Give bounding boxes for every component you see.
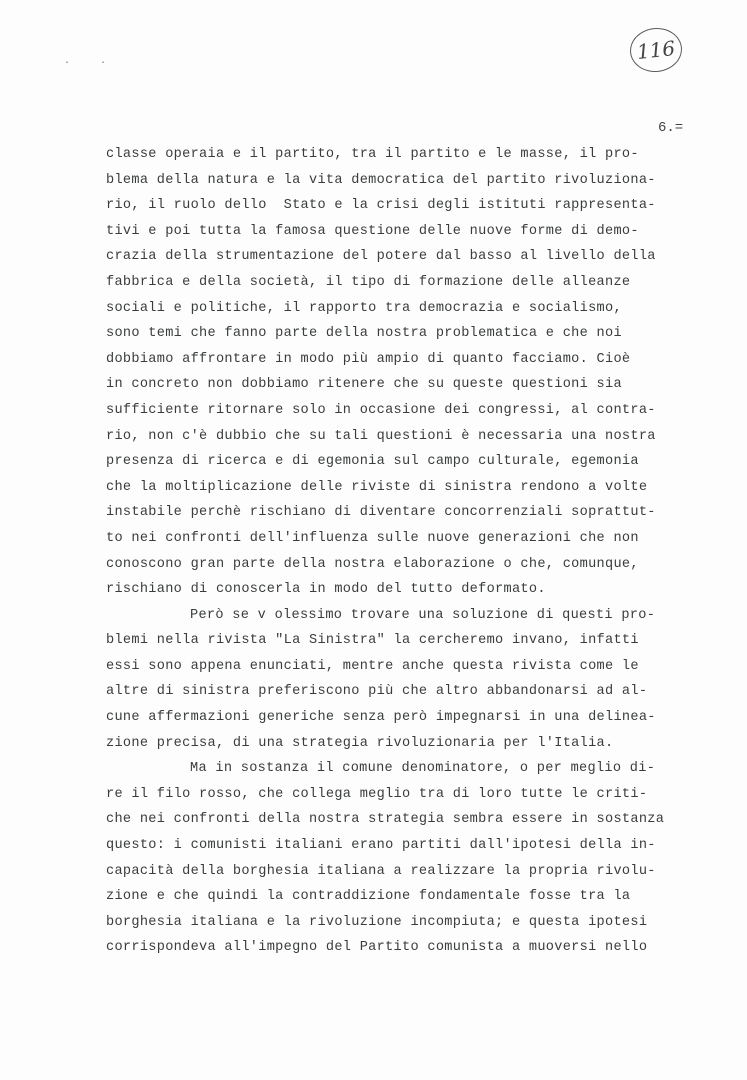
text-line: cune affermazioni generiche senza però impegnarsi in una delinea-	[106, 710, 656, 726]
text-line: corrispondeva all'impegno del Partito comunista a muoversi nello	[106, 940, 648, 956]
paragraph	[106, 142, 696, 603]
text-line: altre di sinistra preferiscono più che altro abbandonarsi ad al-	[106, 684, 648, 700]
text-line: sociali e politiche, il rapporto tra democrazia e socialismo,	[106, 300, 622, 316]
text-line: sono temi che fanno parte della nostra problematica e che noi	[106, 326, 622, 342]
page-number: 6.=	[658, 120, 684, 136]
text-line: to nei confronti dell'influenza sulle nuove generazioni che non	[106, 530, 639, 546]
text-line: borghesia italiana e la rivoluzione incompiuta; e questa ipotesi	[106, 914, 648, 930]
archive-stamp	[628, 25, 684, 74]
text-line: che la moltiplicazione delle riviste di sinistra rendono a volte	[106, 479, 648, 495]
text-line: instabile perchè rischiano di diventare concorrenziali soprattut-	[106, 505, 656, 521]
text-line: sufficiente ritornare solo in occasione dei congressi, al contra-	[106, 402, 656, 418]
text-line: classe operaia e il partito, tra il partito e le masse, il pro-	[106, 147, 639, 162]
text-line: Però se v olessimo trovare una soluzione di questi pro-	[190, 607, 656, 623]
text-line: blema della natura e la vita democratica del partito rivoluziona-	[106, 172, 656, 188]
text-line: dobbiamo affrontare in modo più ampio di quanto facciamo. Cioè	[106, 351, 631, 367]
text-line: in concreto non dobbiamo ritenere che su queste questioni sia	[106, 377, 622, 393]
body-text	[106, 142, 696, 961]
text-line: questo: i comunisti italiani erano partiti dall'ipotesi della in-	[106, 838, 656, 854]
paragraph	[106, 603, 696, 757]
text-line: blemi nella rivista "La Sinistra" la cercheremo invano, infatti	[106, 633, 639, 649]
text-line: zione precisa, di una strategia rivoluzionaria per l'Italia.	[106, 735, 614, 751]
text-line: tivi e poi tutta la famosa questione delle nuove forme di demo-	[106, 223, 639, 239]
text-line: presenza di ricerca e di egemonia sul campo culturale, egemonia	[106, 454, 639, 470]
text-line: conoscono gran parte della nostra elaborazione o che, comunque,	[106, 556, 639, 572]
text-line: essi sono appena enunciati, mentre anche questa rivista come le	[106, 658, 639, 674]
text-line: rio, non c'è dubbio che su tali questioni è necessaria una nostra	[106, 428, 656, 444]
scan-specks: · ·	[64, 58, 119, 69]
text-line: re il filo rosso, che collega meglio tra di loro tutte le criti-	[106, 786, 648, 802]
text-line: che nei confronti della nostra strategia sembra essere in sostanza	[106, 812, 665, 828]
text-line: rischiano di conoscerla in modo del tutto deformato.	[106, 582, 546, 598]
text-line: fabbrica e della società, il tipo di formazione delle alleanze	[106, 274, 631, 290]
text-line: crazia della strumentazione del potere dal basso al livello della	[106, 249, 656, 265]
archive-stamp-number: 116	[635, 36, 677, 64]
text-line: Ma in sostanza il comune denominatore, o per meglio di-	[190, 761, 656, 777]
text-line: capacità della borghesia italiana a realizzare la propria rivolu-	[106, 863, 656, 879]
text-line: zione e che quindi la contraddizione fondamentale fosse tra la	[106, 889, 631, 905]
paragraph	[106, 756, 696, 961]
text-line: rio, il ruolo dello Stato e la crisi degli istituti rappresenta-	[106, 198, 656, 214]
